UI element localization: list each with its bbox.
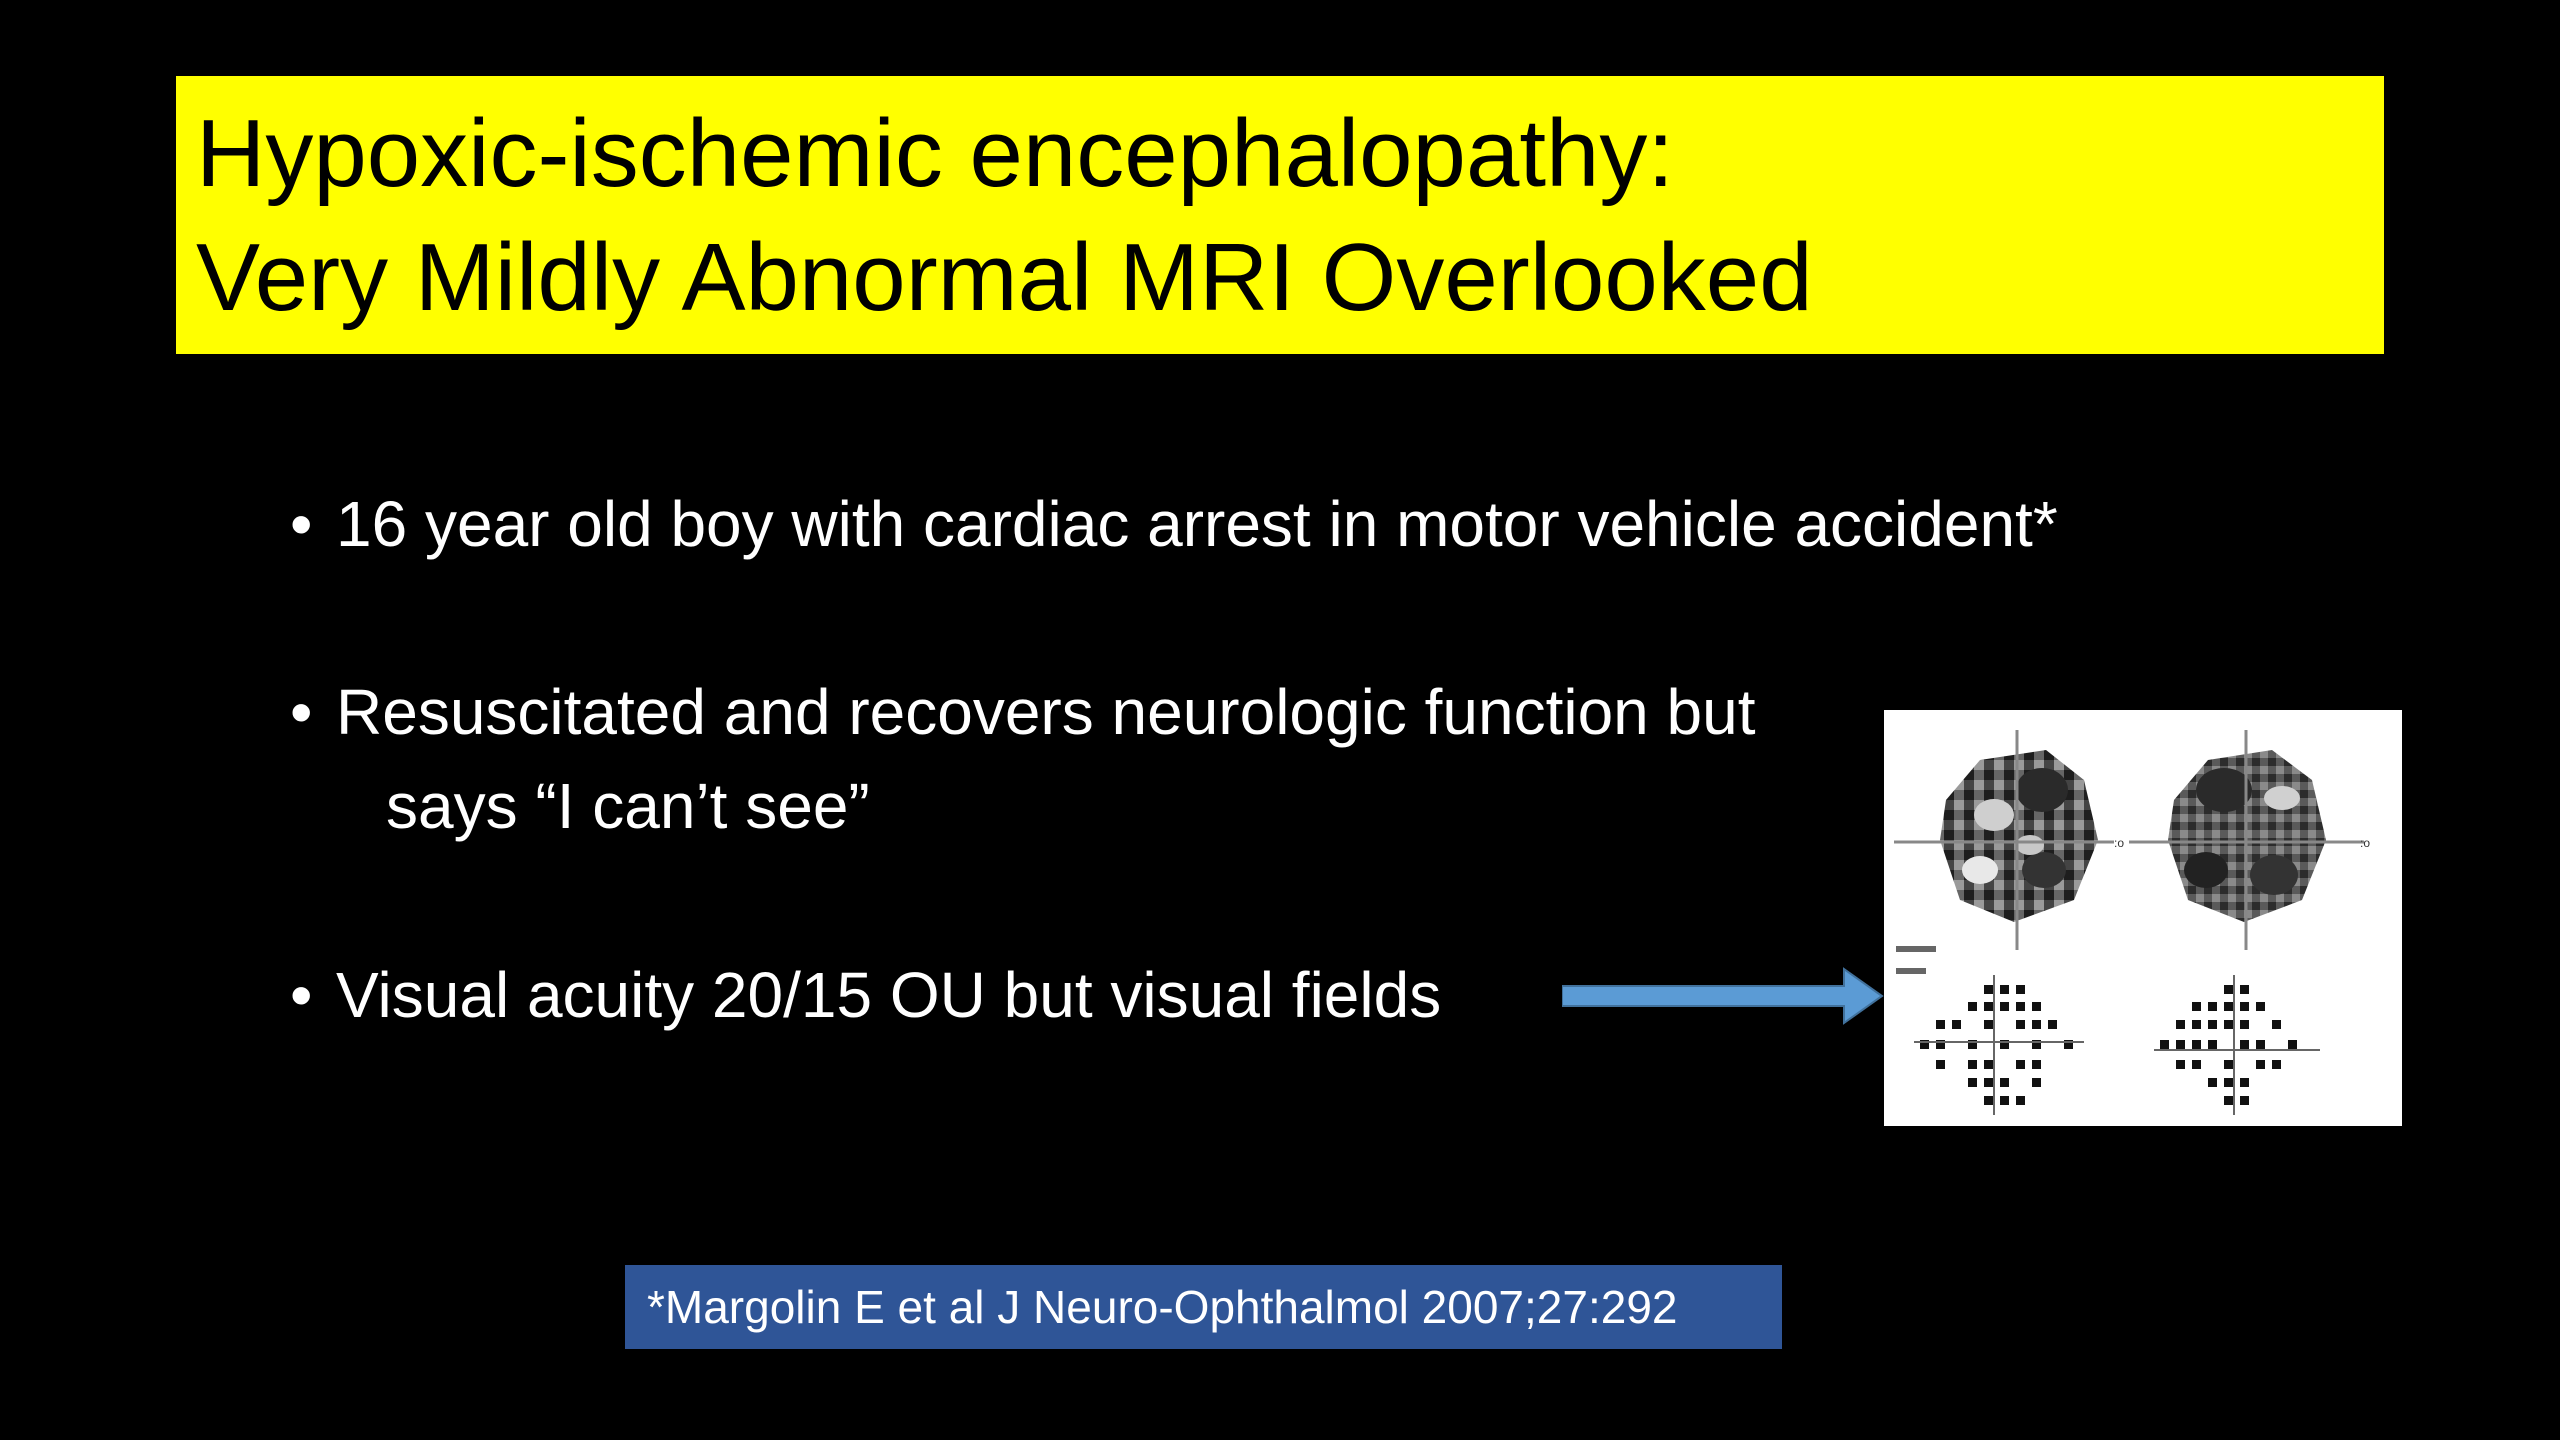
title-banner (176, 76, 2384, 354)
bullet-text: Resuscitated and recovers neurologic function but (336, 676, 1756, 748)
visual-field-test-image (1884, 710, 2402, 1126)
citation-text: *Margolin E et al J Neuro-Ophthalmol 2007;27:292 (647, 1281, 1678, 1333)
citation-box (625, 1265, 1782, 1349)
right-arrow-icon (1562, 966, 1884, 1026)
bullet-item (290, 665, 1756, 853)
bullet-continuation-text: says “I can’t see” (386, 770, 870, 842)
bullet-item (290, 477, 2058, 571)
bullet-item (290, 948, 1441, 1042)
bullet-text: 16 year old boy with cardiac arrest in motor vehicle accident* (336, 488, 2058, 560)
svg-text::o: :o (2360, 836, 2371, 850)
title-line-2: Very Mildly Abnormal MRI Overlooked (196, 224, 1813, 331)
bullet-text: Visual acuity 20/15 OU but visual fields (336, 959, 1442, 1031)
bullet-marker: • (290, 676, 313, 748)
bullet-marker: • (290, 488, 313, 560)
bullet-marker: • (290, 959, 313, 1031)
title-line-1: Hypoxic-ischemic encephalopathy: (196, 100, 1675, 207)
svg-text::o: :o (2114, 836, 2125, 850)
